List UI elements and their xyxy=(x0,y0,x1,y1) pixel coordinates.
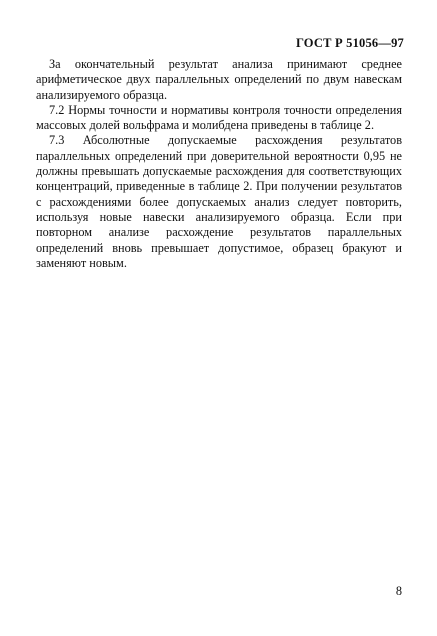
page-number: 8 xyxy=(395,584,402,598)
document-code-header: ГОСТ Р 51056—97 xyxy=(295,36,404,50)
paragraph-7-2: 7.2 Нормы точности и нормативы контроля точности определения массовых долей вольфрама и молибдена приведены в таблице 2. xyxy=(36,102,402,133)
paragraph-final-result: За окончательный результат анализа принимают среднее арифметическое двух параллельных определений по двум навескам анализируемого образца. xyxy=(36,57,402,102)
document-body xyxy=(36,57,402,271)
paragraph-7-3: 7.3 Абсолютные допускаемые расхождения результатов параллельных определений при доверительной вероятности 0,95 не должны превышать допускаемые расхождения для соответствующих концентраций, приведенные в таблице 2. При получении результатов с расхождениями более допускаемых анализ следует повторить, используя новые навески анализируемого образца. Если при повторном анализе расхождение результатов параллельных определений вновь превышает допустимое, образец бракуют и заменяют новым. xyxy=(36,133,402,270)
